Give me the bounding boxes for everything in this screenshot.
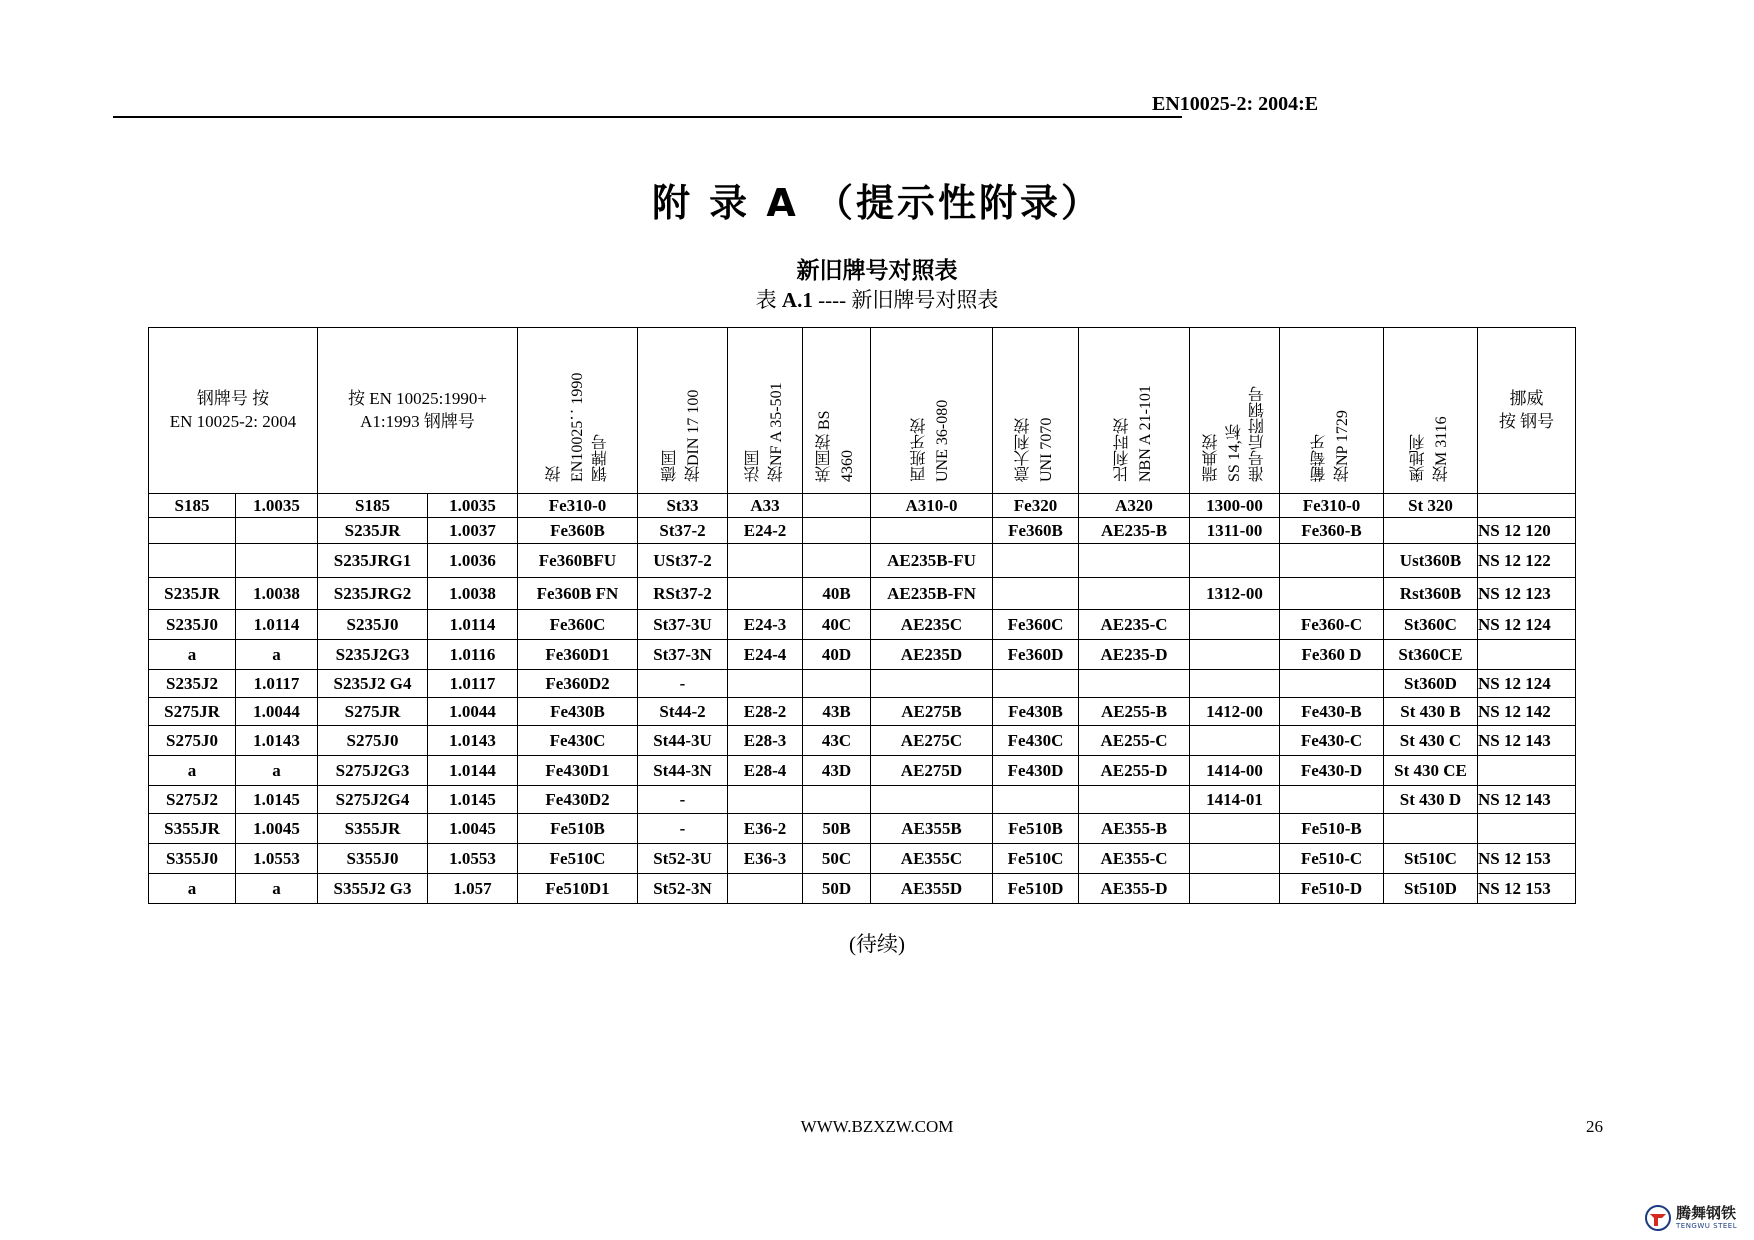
table-cell bbox=[1478, 756, 1576, 786]
table-cell: AE235-B bbox=[1079, 518, 1190, 544]
table-cell: 1.0145 bbox=[428, 786, 518, 814]
table-cell: St44-3N bbox=[638, 756, 728, 786]
table-cell: St33 bbox=[638, 494, 728, 518]
table-row bbox=[149, 874, 1576, 904]
table-cell bbox=[1478, 494, 1576, 518]
header-norway-b: 按 钢号 bbox=[1498, 411, 1555, 431]
table-row bbox=[149, 670, 1576, 698]
page-number: 26 bbox=[1586, 1117, 1603, 1136]
table-cell: E36-3 bbox=[728, 844, 803, 874]
continued-note: (待续) bbox=[849, 932, 905, 956]
table-caption bbox=[0, 284, 1754, 314]
table-cell: Fe360-B bbox=[1280, 518, 1384, 544]
table-row bbox=[149, 698, 1576, 726]
table-cell bbox=[1190, 874, 1280, 904]
table-cell: Fe360BFU bbox=[518, 544, 638, 578]
document-code: EN10025-2: 2004:E bbox=[1152, 93, 1319, 115]
header-portugal-c: NP 1729 bbox=[1334, 410, 1352, 467]
table-cell: A320 bbox=[1079, 494, 1190, 518]
table-cell: 1.0035 bbox=[428, 494, 518, 518]
table-cell: Fe430-D bbox=[1280, 756, 1384, 786]
table-cell: 1.0553 bbox=[428, 844, 518, 874]
header-norway-a: 挪威 bbox=[1509, 388, 1544, 408]
header-old-grade-line1: 按 EN 10025:1990+ bbox=[348, 388, 487, 408]
header-germany bbox=[638, 328, 728, 494]
table-row bbox=[149, 786, 1576, 814]
header-germany-a: 德国 bbox=[662, 450, 680, 483]
header-portugal-b: 按 bbox=[1334, 466, 1352, 483]
table-cell: Fe430-B bbox=[1280, 698, 1384, 726]
table-cell: S235J2 bbox=[149, 670, 236, 698]
table-cell: 1.0037 bbox=[428, 518, 518, 544]
table-cell: 1.0036 bbox=[428, 544, 518, 578]
table-cell bbox=[1280, 786, 1384, 814]
table-cell: 43D bbox=[803, 756, 871, 786]
footer-url: WWW.BZXZW.COM bbox=[800, 1117, 954, 1136]
table-cell bbox=[803, 544, 871, 578]
header-sweden-e: 准号后附钢号 bbox=[1249, 386, 1267, 483]
table-cell: E28-2 bbox=[728, 698, 803, 726]
table-cell bbox=[1384, 518, 1478, 544]
table-cell: S235J2 G4 bbox=[318, 670, 428, 698]
table-cell: NS 12 143 bbox=[1478, 786, 1576, 814]
table-cell: Fe360D bbox=[993, 640, 1079, 670]
table-cell bbox=[149, 544, 236, 578]
table-cell: 1.0114 bbox=[236, 610, 318, 640]
table-cell: Fe360B bbox=[993, 518, 1079, 544]
header-france-c: NF A 35-501 bbox=[768, 382, 785, 467]
table-row bbox=[149, 578, 1576, 610]
table-header-row bbox=[149, 328, 1576, 494]
table-row bbox=[149, 544, 1576, 578]
appendix-title: 附 录 A （提示性附录） bbox=[651, 181, 1103, 225]
table-cell: 1.0035 bbox=[236, 494, 318, 518]
table-cell: St44-2 bbox=[638, 698, 728, 726]
table-cell: St 430 CE bbox=[1384, 756, 1478, 786]
table-cell: S185 bbox=[149, 494, 236, 518]
table-cell bbox=[1478, 814, 1576, 844]
table-cell: Fe430B bbox=[518, 698, 638, 726]
table-cell: AE235B-FN bbox=[871, 578, 993, 610]
table-cell: Fe360D1 bbox=[518, 640, 638, 670]
table-cell: S235J0 bbox=[318, 610, 428, 640]
table-cell: 1.0117 bbox=[236, 670, 318, 698]
table-cell: AE355C bbox=[871, 844, 993, 874]
table-cell: S355J0 bbox=[149, 844, 236, 874]
header-belgium-a: 比利时 bbox=[1113, 434, 1131, 483]
table-cell: AE355B bbox=[871, 814, 993, 844]
table-cell: 1.0038 bbox=[428, 578, 518, 610]
table-cell bbox=[1190, 640, 1280, 670]
table-cell: 40D bbox=[803, 640, 871, 670]
table-cell: S275JR bbox=[318, 698, 428, 726]
table-cell bbox=[1190, 610, 1280, 640]
table-cell: Fe510D bbox=[993, 874, 1079, 904]
table-cell: Fe310-0 bbox=[1280, 494, 1384, 518]
table-cell bbox=[1478, 640, 1576, 670]
table-cell: - bbox=[638, 786, 728, 814]
table-cell: 43B bbox=[803, 698, 871, 726]
table-row bbox=[149, 726, 1576, 756]
header-spain-b: 按 bbox=[911, 418, 929, 435]
table-row bbox=[149, 844, 1576, 874]
table-cell bbox=[993, 544, 1079, 578]
table-cell: E28-3 bbox=[728, 726, 803, 756]
table-cell: 1300-00 bbox=[1190, 494, 1280, 518]
table-cell: - bbox=[638, 814, 728, 844]
header-spain-a: 西班牙 bbox=[911, 434, 929, 483]
table-cell: S235JR bbox=[318, 518, 428, 544]
table-cell: 1.0045 bbox=[236, 814, 318, 844]
table-cell: a bbox=[149, 874, 236, 904]
table-cell: Fe510-B bbox=[1280, 814, 1384, 844]
table-cell bbox=[149, 518, 236, 544]
brand-logo-icon bbox=[1644, 1204, 1672, 1232]
table-cell: a bbox=[149, 640, 236, 670]
header-spain bbox=[871, 328, 993, 494]
header-austria-c: M 3116 bbox=[1433, 416, 1451, 467]
header-uk-b: 按 BS bbox=[816, 410, 834, 451]
table-cell: NS 12 120 bbox=[1478, 518, 1576, 544]
header-sweden-a: 瑞典 bbox=[1202, 450, 1220, 483]
table-cell: Fe360-C bbox=[1280, 610, 1384, 640]
header-en10025-1990-b: EN10025：1990 bbox=[568, 372, 586, 483]
table-cell: 1.0145 bbox=[236, 786, 318, 814]
table-cell: Fe510-D bbox=[1280, 874, 1384, 904]
table-cell: S235J0 bbox=[149, 610, 236, 640]
header-italy-a: 意大利 bbox=[1015, 434, 1033, 483]
table-cell bbox=[1280, 544, 1384, 578]
table-cell: NS 12 122 bbox=[1478, 544, 1576, 578]
table-cell: AE355-B bbox=[1079, 814, 1190, 844]
table-cell: 1.0117 bbox=[428, 670, 518, 698]
table-cell: AE275C bbox=[871, 726, 993, 756]
table-cell: AE235B-FU bbox=[871, 544, 993, 578]
header-sweden-c: SS 14, bbox=[1225, 440, 1243, 483]
table-cell: Fe360D2 bbox=[518, 670, 638, 698]
table-cell: Fe510-C bbox=[1280, 844, 1384, 874]
header-en10025-1990-a: 按 bbox=[545, 466, 563, 483]
header-old-grade-line2: A1:1993 钢牌号 bbox=[360, 411, 475, 431]
table-cell bbox=[1190, 726, 1280, 756]
table-cell: AE255-C bbox=[1079, 726, 1190, 756]
table-cell: A33 bbox=[728, 494, 803, 518]
table-cell: 1311-00 bbox=[1190, 518, 1280, 544]
table-cell: Fe360C bbox=[993, 610, 1079, 640]
table-cell bbox=[1079, 670, 1190, 698]
table-cell bbox=[728, 786, 803, 814]
header-old-grade bbox=[318, 328, 518, 494]
header-austria-a: 奥地利 bbox=[1410, 434, 1428, 483]
table-cell: St 430 C bbox=[1384, 726, 1478, 756]
table-cell bbox=[236, 544, 318, 578]
header-france-b: 按 bbox=[768, 466, 785, 483]
table-cell bbox=[871, 786, 993, 814]
table-row bbox=[149, 610, 1576, 640]
table-cell: 1.0553 bbox=[236, 844, 318, 874]
table-cell: E24-3 bbox=[728, 610, 803, 640]
header-norway bbox=[1478, 328, 1576, 494]
table-cell: Ust360B bbox=[1384, 544, 1478, 578]
table-cell: a bbox=[236, 756, 318, 786]
table-cell: 1.0143 bbox=[236, 726, 318, 756]
table-cell: 1.0144 bbox=[428, 756, 518, 786]
table-cell: Fe430C bbox=[518, 726, 638, 756]
table-cell: Fe320 bbox=[993, 494, 1079, 518]
table-cell bbox=[871, 518, 993, 544]
table-cell bbox=[803, 670, 871, 698]
table-cell bbox=[1190, 844, 1280, 874]
table-cell: E28-4 bbox=[728, 756, 803, 786]
table-cell: 50B bbox=[803, 814, 871, 844]
header-sweden-b: 按 bbox=[1202, 434, 1220, 451]
table-cell: AE235-C bbox=[1079, 610, 1190, 640]
header-austria-b: 按 bbox=[1433, 466, 1451, 483]
table-cell: St52-3N bbox=[638, 874, 728, 904]
table-cell bbox=[728, 670, 803, 698]
table-cell: S355JR bbox=[318, 814, 428, 844]
table-cell: E24-4 bbox=[728, 640, 803, 670]
table-cell: Fe360 D bbox=[1280, 640, 1384, 670]
header-rule bbox=[113, 116, 1182, 118]
table-cell: USt37-2 bbox=[638, 544, 728, 578]
table-cell: S275J0 bbox=[149, 726, 236, 756]
table-cell: 1.0116 bbox=[428, 640, 518, 670]
table-cell: 1.0044 bbox=[428, 698, 518, 726]
table-cell: S355J2 G3 bbox=[318, 874, 428, 904]
table-cell bbox=[728, 578, 803, 610]
table-cell: St360C bbox=[1384, 610, 1478, 640]
table-cell: NS 12 142 bbox=[1478, 698, 1576, 726]
table-cell bbox=[1190, 544, 1280, 578]
table-cell: NS 12 123 bbox=[1478, 578, 1576, 610]
header-germany-b: 按 bbox=[685, 466, 703, 483]
table-cell: 1414-01 bbox=[1190, 786, 1280, 814]
table-cell: St360D bbox=[1384, 670, 1478, 698]
header-new-grade-line2: EN 10025-2: 2004 bbox=[169, 411, 297, 431]
table-cell: S355J0 bbox=[318, 844, 428, 874]
table-cell: S235JR bbox=[149, 578, 236, 610]
table-cell: S275J2G4 bbox=[318, 786, 428, 814]
table-cell: AE235C bbox=[871, 610, 993, 640]
table-row bbox=[149, 814, 1576, 844]
table-cell bbox=[1280, 578, 1384, 610]
table-cell: S355JR bbox=[149, 814, 236, 844]
table-cell bbox=[1079, 786, 1190, 814]
table-cell: 1.0045 bbox=[428, 814, 518, 844]
table-cell: a bbox=[236, 874, 318, 904]
table-cell bbox=[803, 786, 871, 814]
table-cell: 1414-00 bbox=[1190, 756, 1280, 786]
table-cell: St44-3U bbox=[638, 726, 728, 756]
header-uk-a: 英国 bbox=[816, 450, 834, 483]
table-cell: Fe510D1 bbox=[518, 874, 638, 904]
table-cell bbox=[1280, 670, 1384, 698]
table-cell: Fe310-0 bbox=[518, 494, 638, 518]
table-cell: AE355-D bbox=[1079, 874, 1190, 904]
table-cell: S185 bbox=[318, 494, 428, 518]
table-cell: St 430 B bbox=[1384, 698, 1478, 726]
header-spain-c: UNE 36-080 bbox=[934, 399, 952, 483]
table-cell: 43C bbox=[803, 726, 871, 756]
table-cell: 50C bbox=[803, 844, 871, 874]
table-row bbox=[149, 494, 1576, 518]
table-cell: E36-2 bbox=[728, 814, 803, 844]
table-cell bbox=[1190, 670, 1280, 698]
table-cell: Fe430-C bbox=[1280, 726, 1384, 756]
table-cell: RSt37-2 bbox=[638, 578, 728, 610]
table-cell: St 430 D bbox=[1384, 786, 1478, 814]
table-cell: Fe360B bbox=[518, 518, 638, 544]
table-body bbox=[149, 494, 1576, 904]
header-belgium bbox=[1079, 328, 1190, 494]
table-cell: a bbox=[149, 756, 236, 786]
header-italy bbox=[993, 328, 1079, 494]
table-row bbox=[149, 756, 1576, 786]
table-cell: AE355-C bbox=[1079, 844, 1190, 874]
table-cell bbox=[1384, 814, 1478, 844]
table-cell: Rst360B bbox=[1384, 578, 1478, 610]
table-cell: NS 12 124 bbox=[1478, 610, 1576, 640]
table-cell: 1312-00 bbox=[1190, 578, 1280, 610]
caption-label: A.1 bbox=[781, 288, 813, 312]
brand-logo-cn: 腾舞钢铁 bbox=[1676, 1204, 1737, 1222]
header-sweden bbox=[1190, 328, 1280, 494]
table-cell bbox=[1079, 578, 1190, 610]
table-cell: a bbox=[236, 640, 318, 670]
table-cell: 50D bbox=[803, 874, 871, 904]
table-cell: 1412-00 bbox=[1190, 698, 1280, 726]
table-cell: NS 12 143 bbox=[1478, 726, 1576, 756]
table-cell: NS 12 153 bbox=[1478, 844, 1576, 874]
table-cell: 1.0143 bbox=[428, 726, 518, 756]
table-cell bbox=[993, 670, 1079, 698]
header-new-grade bbox=[149, 328, 318, 494]
table-cell: S275J2 bbox=[149, 786, 236, 814]
table-row bbox=[149, 640, 1576, 670]
table-cell bbox=[993, 786, 1079, 814]
table-cell: Fe430D2 bbox=[518, 786, 638, 814]
table-cell: Fe430D1 bbox=[518, 756, 638, 786]
table-cell: AE275D bbox=[871, 756, 993, 786]
header-italy-c: UNI 7070 bbox=[1038, 417, 1056, 483]
table-cell: AE235D bbox=[871, 640, 993, 670]
table-cell: NS 12 124 bbox=[1478, 670, 1576, 698]
table-cell: Fe510B bbox=[518, 814, 638, 844]
table-subtitle: 新旧牌号对照表 bbox=[796, 258, 958, 284]
table-cell: S235J2G3 bbox=[318, 640, 428, 670]
brand-logo bbox=[1644, 1204, 1737, 1232]
table-cell: 1.057 bbox=[428, 874, 518, 904]
header-france bbox=[728, 328, 803, 494]
header-en10025-1990-c: 钢牌号 bbox=[592, 434, 610, 483]
table-cell bbox=[871, 670, 993, 698]
brand-logo-en: TENGWU STEEL bbox=[1676, 1222, 1738, 1230]
table-cell: Fe510C bbox=[993, 844, 1079, 874]
header-germany-c: DIN 17 100 bbox=[685, 389, 703, 467]
table-cell: Fe430D bbox=[993, 756, 1079, 786]
table-cell bbox=[236, 518, 318, 544]
table-cell: Fe510C bbox=[518, 844, 638, 874]
table-cell: S235JRG1 bbox=[318, 544, 428, 578]
table-cell: 40B bbox=[803, 578, 871, 610]
table-cell: St360CE bbox=[1384, 640, 1478, 670]
table-cell: NS 12 153 bbox=[1478, 874, 1576, 904]
table-cell: St52-3U bbox=[638, 844, 728, 874]
header-uk-c: 4360 bbox=[839, 450, 857, 483]
table-cell bbox=[803, 518, 871, 544]
header-france-a: 法国 bbox=[744, 450, 762, 483]
table-cell: AE255-B bbox=[1079, 698, 1190, 726]
header-portugal bbox=[1280, 328, 1384, 494]
header-uk bbox=[803, 328, 871, 494]
table-cell: St 320 bbox=[1384, 494, 1478, 518]
table-row bbox=[149, 518, 1576, 544]
table-cell: Fe360B FN bbox=[518, 578, 638, 610]
table-cell: St37-3U bbox=[638, 610, 728, 640]
table-cell: St37-2 bbox=[638, 518, 728, 544]
table-cell: S275JR bbox=[149, 698, 236, 726]
table-cell: A310-0 bbox=[871, 494, 993, 518]
table-cell: AE355D bbox=[871, 874, 993, 904]
table-cell: St510C bbox=[1384, 844, 1478, 874]
table-cell: E24-2 bbox=[728, 518, 803, 544]
table-cell: AE255-D bbox=[1079, 756, 1190, 786]
table-cell: S275J2G3 bbox=[318, 756, 428, 786]
table-cell: S275J0 bbox=[318, 726, 428, 756]
header-belgium-c: NBN A 21-101 bbox=[1137, 385, 1154, 483]
header-italy-b: 按 bbox=[1015, 418, 1033, 435]
table-cell: Fe430B bbox=[993, 698, 1079, 726]
table-cell: AE275B bbox=[871, 698, 993, 726]
caption-prefix: 表 bbox=[755, 288, 782, 312]
table-cell: St37-3N bbox=[638, 640, 728, 670]
table-cell bbox=[803, 494, 871, 518]
table-cell: S235JRG2 bbox=[318, 578, 428, 610]
table-cell: 1.0038 bbox=[236, 578, 318, 610]
table-cell: St510D bbox=[1384, 874, 1478, 904]
table-cell: - bbox=[638, 670, 728, 698]
header-portugal-a: 葡萄牙 bbox=[1311, 434, 1329, 483]
table-cell: 40C bbox=[803, 610, 871, 640]
header-belgium-b: 按 bbox=[1113, 418, 1131, 435]
table-cell: Fe360C bbox=[518, 610, 638, 640]
table-cell: 1.0044 bbox=[236, 698, 318, 726]
table-cell bbox=[1190, 814, 1280, 844]
table-cell bbox=[728, 874, 803, 904]
header-en10025-1990 bbox=[518, 328, 638, 494]
grade-comparison-table bbox=[148, 327, 1576, 904]
table-cell bbox=[1079, 544, 1190, 578]
table-cell: AE235-D bbox=[1079, 640, 1190, 670]
table-cell bbox=[728, 544, 803, 578]
header-new-grade-line1: 钢牌号 按 bbox=[196, 388, 270, 408]
table-cell bbox=[993, 578, 1079, 610]
table-cell: Fe430C bbox=[993, 726, 1079, 756]
table-cell: Fe510B bbox=[993, 814, 1079, 844]
table-cell: 1.0114 bbox=[428, 610, 518, 640]
caption-suffix: ---- 新旧牌号对照表 bbox=[812, 288, 999, 312]
header-sweden-d: 标 bbox=[1225, 424, 1243, 441]
header-austria bbox=[1384, 328, 1478, 494]
